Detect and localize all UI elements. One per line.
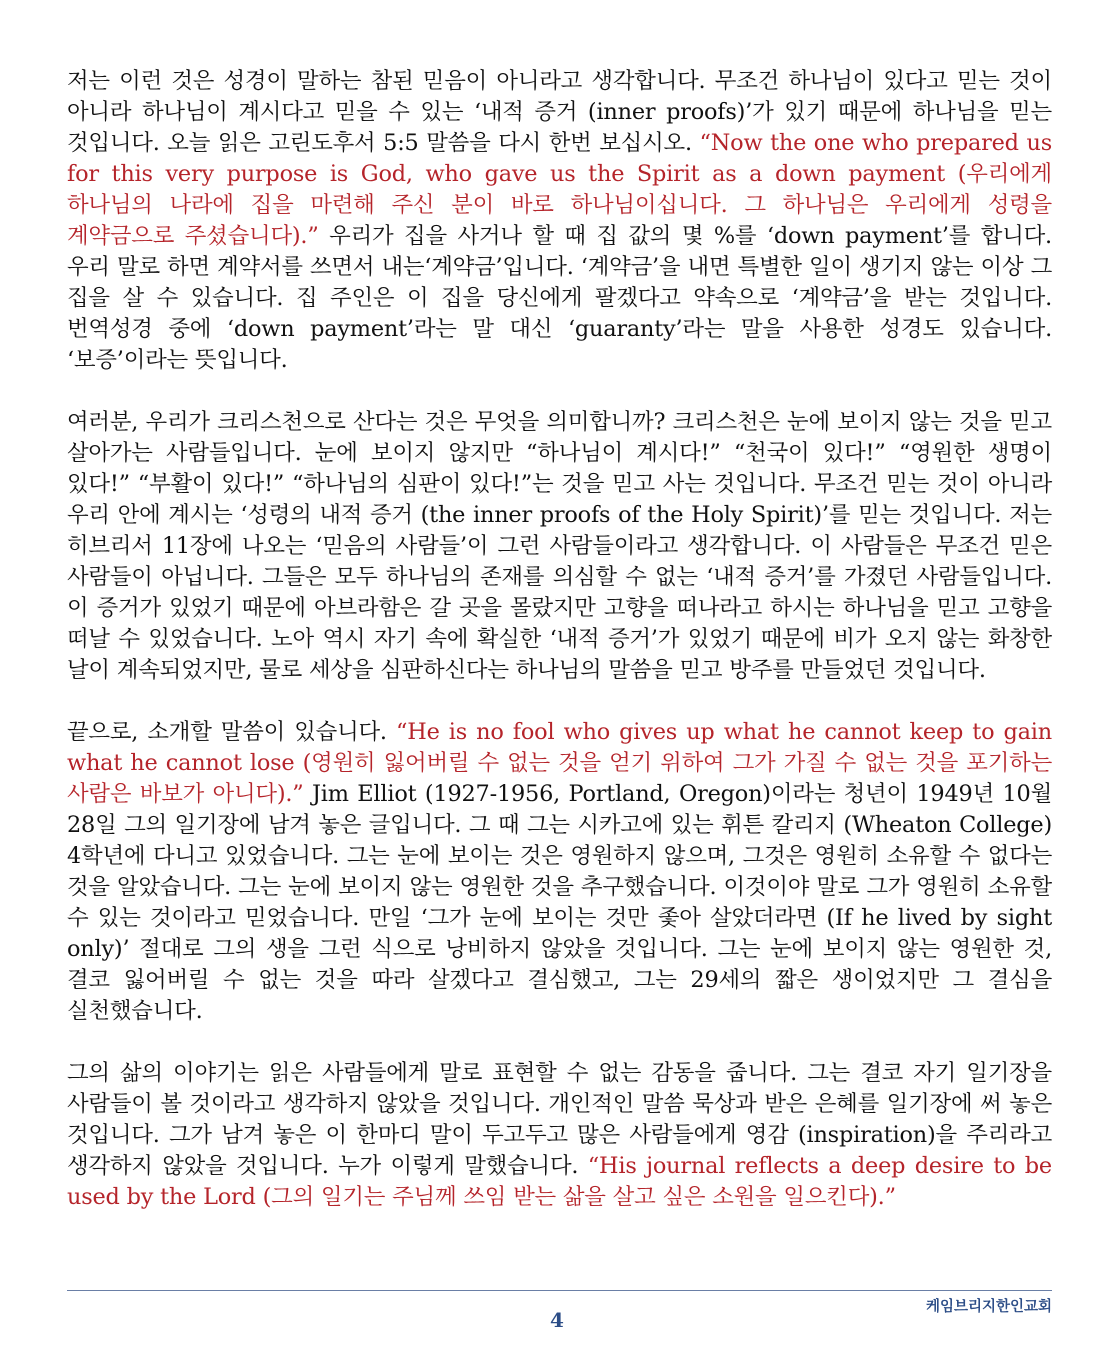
text-run: 여러분, 우리가 크리스천으로 산다는 것은 무엇을 의미합니까? 크리스천은 눈에 보이지 않는 것을 믿고 살아가는 사람들입니다. 눈에 보이지 않지만 “하나님이 계시다!” “천국이 있다!” “영원한 생명이 있다!” “부활이 있다!” “하나님의 심판이 있다!”는 것을 믿고 사는 것입니다. 무조건 믿는 것이 아니라 우리 안에 계시는 ‘성령의 내적 증거 (the inner proofs of the Holy Spirit)’를 믿는 것입니다. 저는 히브리서 11장에 나오는 ‘믿음의 사람들’이 그런 사람들이라고 생각합니다. 이 사람들은 무조건 믿은 사람들이 아닙니다. 그들은 모두 하나님의 존재를 의심할 수 없는 ‘내적 증거’를 가졌던 사람들입니다. 이 증거가 있었기 때문에 아브라함은 갈 곳을 몰랐지만 고향을 떠나라고 하시는 하나님을 믿고 고향을 떠날 수 있었습니다. 노아 역시 자기 속에 확실한 ‘내적 증거’가 있었기 때문에 비가 오지 않는 화창한 날이 계속되었지만, 물로 세상을 심판하신다는 하나님의 말씀을 믿고 방주를 만들었던 것입니다.	[67, 409, 1052, 683]
quote-red: “He is no fool who gives up what he cannot keep to gain what he cannot lose (영원히 잃어버릴 수 없는 것을 얻기 위하여 그가 가질 수 없는 것을 포기하는 사람은 바보가 아니다).”	[67, 719, 1052, 807]
quote-red: “His journal reflects a deep desire to be used by the Lord (그의 일기는 주님께 쓰임 받는 삶을 살고 싶은 소원을 일으킨다).”	[67, 1153, 1052, 1210]
text-run: 그의 삶의 이야기는 읽은 사람들에게 말로 표현할 수 없는 감동을 줍니다. 그는 결코 자기 일기장을 사람들이 볼 것이라고 생각하지 않았을 것입니다. 개인적인 말씀 묵상과 받은 은혜를 일기장에 써 놓은 것입니다. 그가 남겨 놓은 이 한마디 말이 두고두고 많은 사람들에게 영감 (inspiration)을 주리라고 생각하지 않았을 것입니다. 누가 이렇게 말했습니다.	[67, 1060, 1052, 1179]
church-name: 케임브리지한인교회	[925, 1299, 1052, 1315]
text-run: Jim Elliot (1927-1956, Portland, Oregon)이라는 청년이 1949년 10월 28일 그의 일기장에 남겨 놓은 글입니다. 그 때 그는 시카고에 있는 휘튼 칼리지 (Wheaton College) 4학년에 다니고 있었습니다. 그는 눈에 보이는 것은 영원하지 않으며, 그것은 영원히 소유할 수 없다는 것을 알았습니다. 그는 눈에 보이지 않는 영원한 것을 추구했습니다. 이것이야 말로 그가 영원히 소유할 수 있는 것이라고 믿었습니다. 만일 ‘그가 눈에 보이는 것만 좇아 살았더라면 (If he lived by sight only)’ 절대로 그의 생을 그런 식으로 낭비하지 않았을 것입니다. 그는 눈에 보이지 않는 영원한 것, 결코 잃어버릴 수 없는 것을 따라 살겠다고 결심했고, 그는 29세의 짧은 생이었지만 그 결심을 실천했습니다.	[67, 781, 1053, 1024]
text-run: 저는 이런 것은 성경이 말하는 참된 믿음이 아니라고 생각합니다. 무조건 하나님이 있다고 믿는 것이 아니라 하나님이 계시다고 믿을 수 있는 ‘내적 증거 (inner proofs)’가 있기 때문에 하나님을 믿는 것입니다. 오늘 읽은 고린도후서 5:5 말씀을 다시 한번 보십시오.	[67, 68, 1052, 156]
paragraph-1	[67, 66, 1052, 376]
scripture-quote: “Now the one who prepared us for this very purpose is God, who gave us the Spirit as a down payment (우리에게 하나님의 나라에 집을 마련해 주신 분이 바로 하나님이십니다. 그 하나님은 우리에게 성령을 계약금으로 주셨습니다).”	[67, 130, 1052, 249]
paragraph-3	[67, 717, 1052, 1027]
footer-divider	[67, 1290, 1052, 1291]
paragraph-4	[67, 1058, 1052, 1213]
text-run: 우리가 집을 사거나 할 때 집 값의 몇 %를 ‘down payment’를 합니다. 우리 말로 하면 계약서를 쓰면서 내는‘계약금’입니다. ‘계약금’을 내면 특별한 일이 생기지 않는 이상 그 집을 살 수 있습니다. 집 주인은 이 집을 당신에게 팔겠다고 약속으로 ‘계약금’을 받는 것입니다. 번역성경 중에 ‘down payment’라는 말 대신 ‘guaranty’라는 말을 사용한 성경도 있습니다. ‘보증’이라는 뜻입니다.	[67, 223, 1052, 373]
text-run: 끝으로, 소개할 말씀이 있습니다.	[67, 719, 396, 745]
paragraph-2	[67, 407, 1052, 686]
page-number: 4	[550, 1308, 564, 1332]
page-body	[67, 66, 1052, 1244]
